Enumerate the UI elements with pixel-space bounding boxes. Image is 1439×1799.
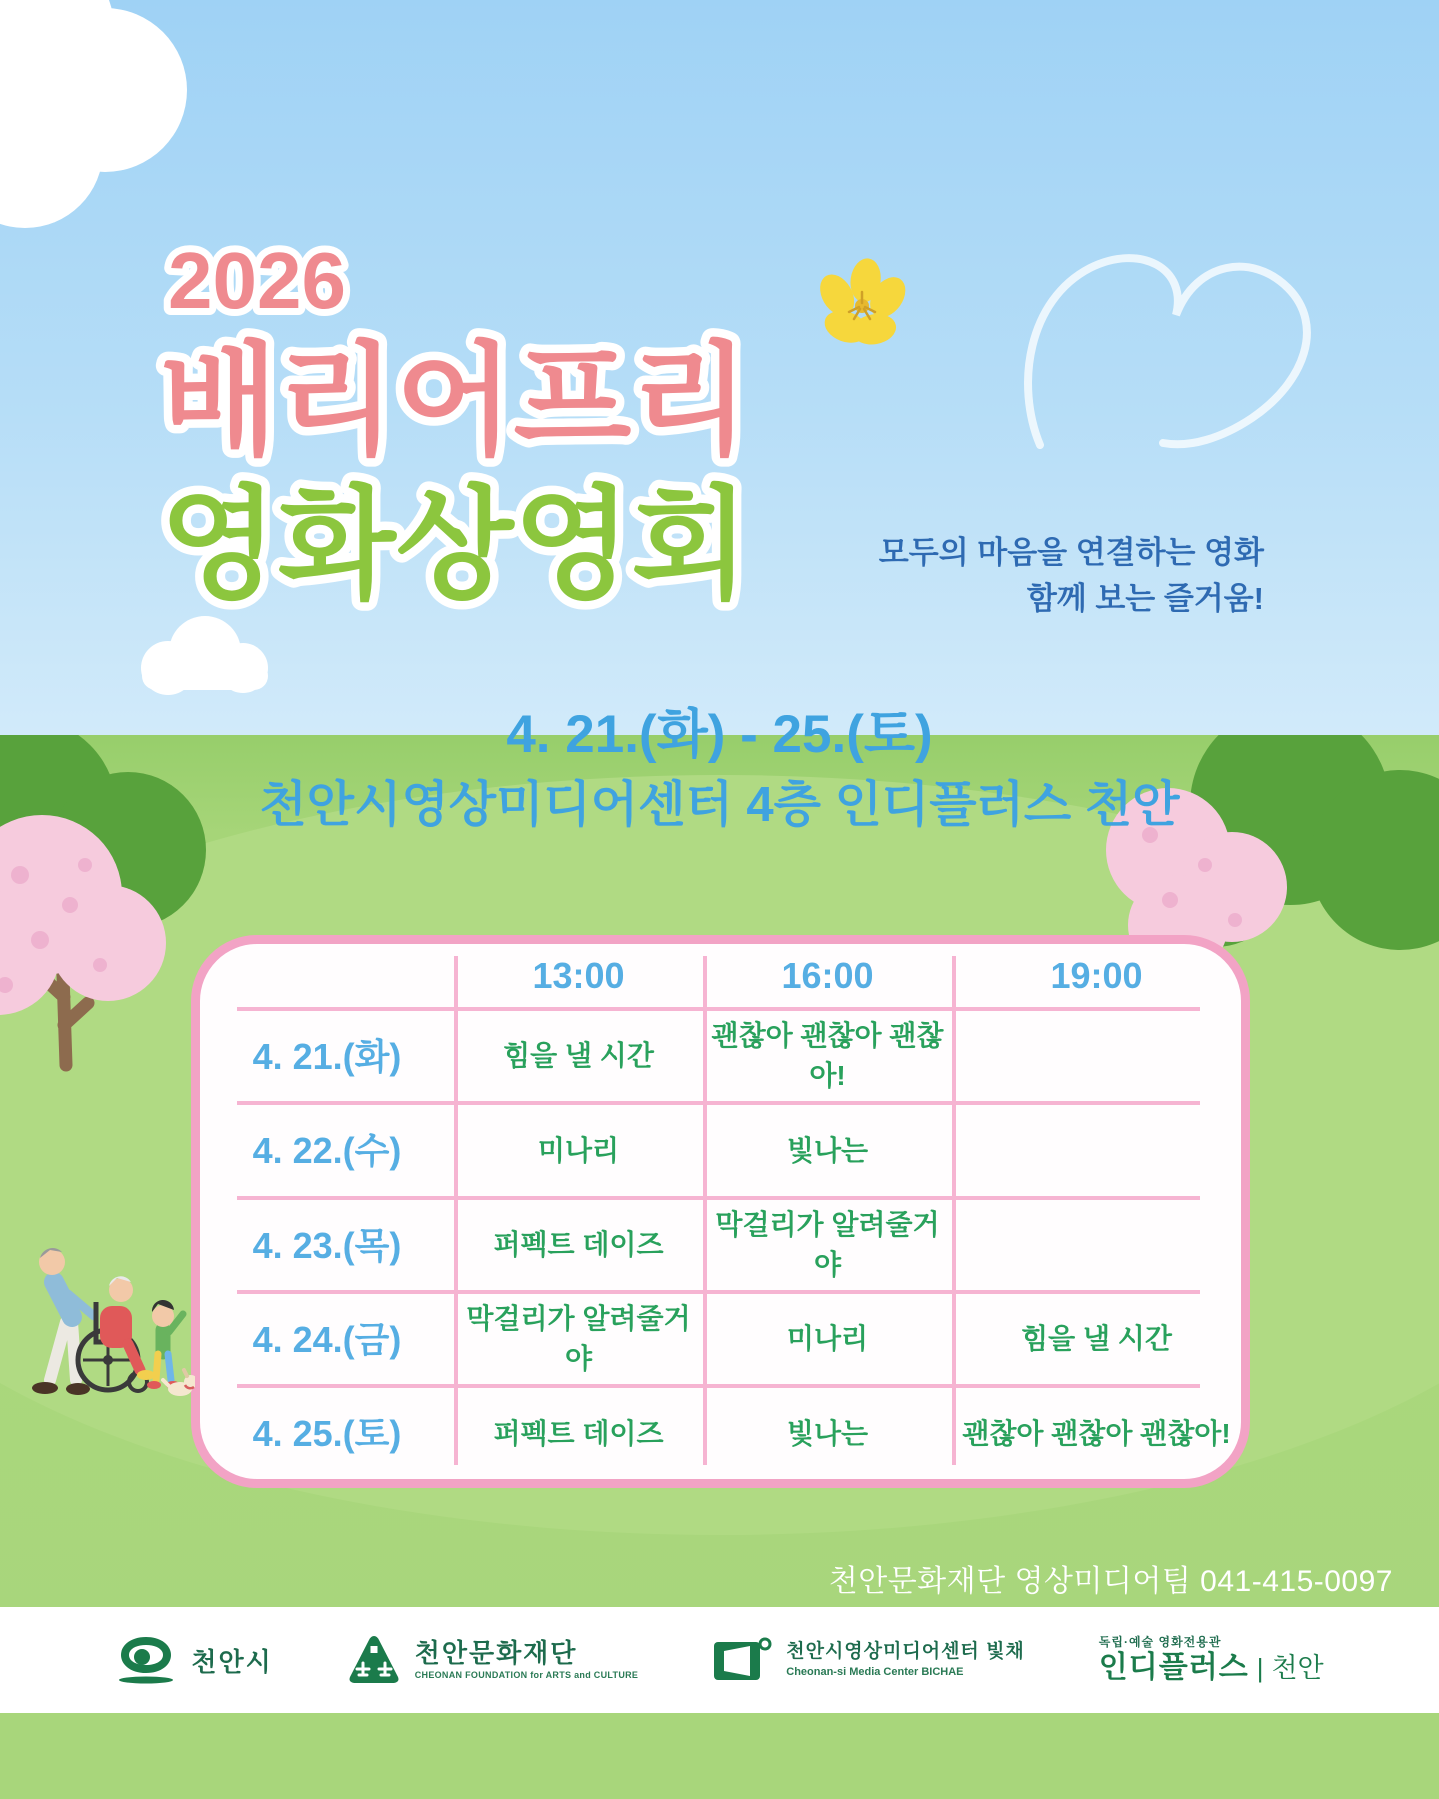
row1-movie-1900: [952, 1007, 1241, 1101]
bottom-green-strip: [0, 1713, 1439, 1799]
schedule-table: [191, 935, 1250, 1488]
indieplus-divider: |: [1256, 1653, 1264, 1684]
row3-movie-1300: 퍼펙트 데이즈: [493, 1229, 664, 1260]
title-line1: [140, 318, 800, 478]
row1-date: 4. 21.(화): [252, 1035, 402, 1077]
cheonan-city-icon: [115, 1634, 177, 1686]
row2-date: 4. 22.(수): [252, 1130, 402, 1171]
row4-movie-1600: 미나리: [786, 1323, 869, 1354]
row2-movie-1300: 미나리: [537, 1134, 620, 1166]
media-center-sub: Cheonan-si Media Center BICHAE: [786, 1665, 964, 1678]
row3-movie-1600: 막걸리가 알려줄거야: [715, 1209, 940, 1280]
header-time-1300: 13:00: [532, 954, 625, 996]
title-line1-text: 배리어프리: [160, 333, 750, 469]
cheonan-foundation-icon: [347, 1633, 401, 1687]
event-date-range: 4. 21.(화) - 25.(토): [506, 705, 933, 764]
contact-info: 천안문화재단 영상미디어팀 041-415-0097: [828, 1565, 1393, 1598]
heart-sketch: [1028, 258, 1307, 445]
cheonan-city-label: 천안시: [191, 1646, 273, 1677]
subtitle: [822, 530, 1264, 622]
media-center-icon: [712, 1636, 772, 1684]
subtitle-line1: 모두의 마음을 연결하는 영화: [878, 535, 1264, 570]
row2-movie-1900: [952, 1101, 1241, 1196]
row2-movie-1600: 빛나는: [786, 1134, 869, 1166]
event-venue: 천안시영상미디어센터 4층 인디플러스 천안: [259, 778, 1180, 832]
row3-date: 4. 23.(목): [252, 1224, 402, 1266]
title-line2: [140, 462, 800, 622]
cloud-top-left: [0, 0, 187, 228]
cheonan-foundation-sub: CHEONAN FOUNDATION for ARTS and CULTURE: [414, 1669, 639, 1680]
man-figure: [32, 1248, 94, 1395]
row1-movie-1300: 힘을 낼 시간: [503, 1040, 654, 1071]
row5-movie-1300: 퍼펙트 데이즈: [493, 1417, 664, 1449]
row4-movie-1300: 막걸리가 알려줄거야: [466, 1303, 691, 1374]
title-line2-text: 영화상영회: [160, 477, 750, 613]
indieplus-top-label: 독립·예술 영화전용관: [1098, 1634, 1222, 1649]
indieplus-main-label: 인디플러스: [1098, 1651, 1249, 1685]
cheonan-foundation-label: 천안문화재단: [414, 1638, 578, 1669]
row5-movie-1900: 괜찮아 괜찮아 괜찮아!: [962, 1417, 1231, 1449]
row5-date: 4. 25.(토): [252, 1413, 402, 1454]
row1-movie-1600: 괜찮아 괜찮아 괜찮아!: [711, 1020, 944, 1091]
row3-movie-1900: [952, 1196, 1241, 1290]
cloud-left: [141, 616, 268, 695]
logo-cheonan-city: [115, 1634, 272, 1686]
logo-cheonan-foundation: [347, 1633, 639, 1687]
wheelchair-figure: [78, 1276, 155, 1391]
media-center-label: 천안시영상미디어센터 빛채: [786, 1641, 1025, 1662]
logo-indieplus: [1099, 1636, 1324, 1684]
indieplus-city-label: 천안: [1271, 1653, 1324, 1684]
row4-movie-1900: 힘을 낼 시간: [1021, 1323, 1172, 1354]
yellow-flower: [813, 256, 912, 348]
header-time-1900: 19:00: [1050, 954, 1143, 996]
row4-date: 4. 24.(금): [252, 1318, 402, 1360]
header-time-1600: 16:00: [781, 954, 874, 996]
footer: [0, 1607, 1439, 1713]
logo-media-center: [712, 1636, 1025, 1684]
header-empty-cell: [200, 944, 454, 1007]
people-illustration: [20, 1222, 195, 1402]
subtitle-line2: 함께 보는 즐거움!: [1026, 581, 1264, 616]
schedule-grid: [200, 944, 1241, 1479]
title-year-text: 2026: [168, 236, 346, 325]
row5-movie-1600: 빛나는: [786, 1417, 869, 1449]
